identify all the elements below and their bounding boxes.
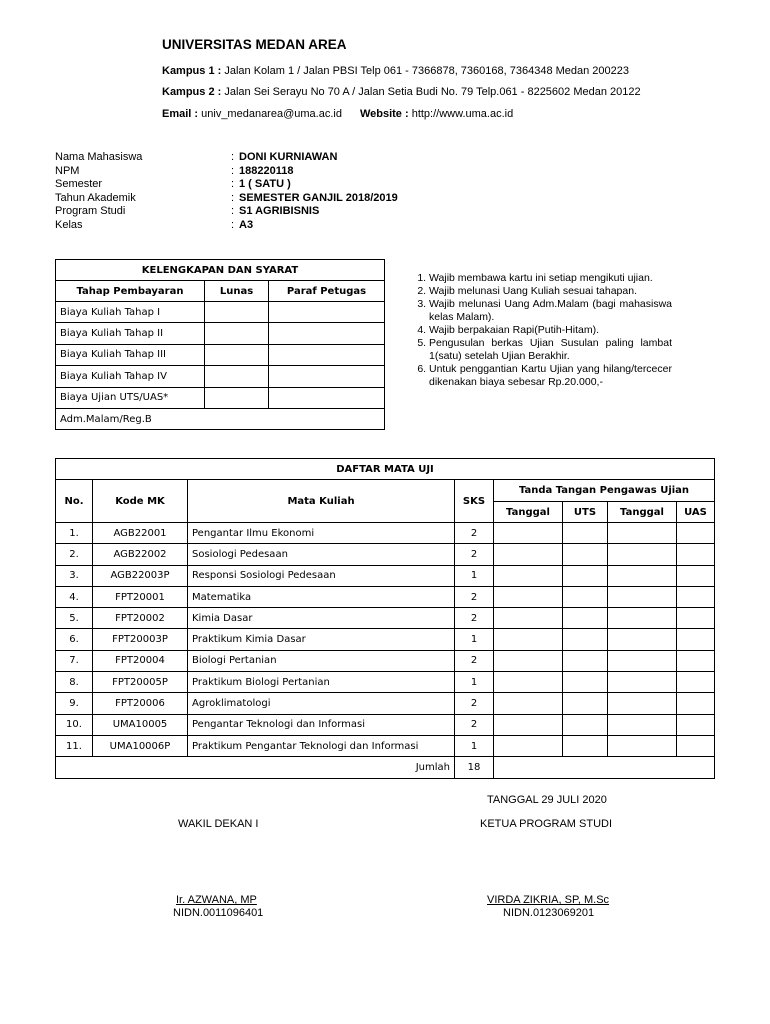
col-payment-stage: Tahap Pembayaran	[56, 281, 205, 302]
info-row-npm: NPM : 188220118	[55, 165, 398, 179]
col-uas: UAS	[677, 502, 715, 523]
uts-sign-cell	[563, 586, 608, 607]
course-code: AGB22002	[93, 544, 188, 565]
rule-item: 6. Untuk penggantian Kartu Ujian yang hilang/tercecer dikenakan biaya sebesar Rp.20.000,-	[429, 363, 672, 389]
date-uas-cell	[608, 629, 677, 650]
requirement-sign-cell	[269, 344, 385, 365]
course-code: AGB22001	[93, 523, 188, 544]
uas-sign-cell	[677, 672, 715, 693]
course-name: Praktikum Biologi Pertanian	[188, 672, 455, 693]
course-name: Matematika	[188, 586, 455, 607]
rule-item: 1. Wajib membawa kartu ini setiap mengikuti ujian.	[429, 272, 672, 285]
requirement-stage: Biaya Kuliah Tahap I	[56, 302, 205, 323]
requirement-stage: Biaya Kuliah Tahap III	[56, 344, 205, 365]
requirement-paid-cell	[205, 387, 269, 408]
exam-rules	[414, 272, 672, 389]
course-no: 8.	[56, 672, 93, 693]
course-code: FPT20002	[93, 608, 188, 629]
email-label: Email :	[162, 108, 199, 120]
date-uts-cell	[494, 629, 563, 650]
col-no: No.	[56, 480, 93, 523]
info-row-class: Kelas : A3	[55, 219, 398, 233]
date-uas-cell	[608, 565, 677, 586]
campus-1-line	[162, 65, 629, 77]
uas-sign-cell	[677, 586, 715, 607]
info-row-program: Program Studi : S1 AGRIBISNIS	[55, 205, 398, 219]
date-uas-cell	[608, 608, 677, 629]
course-row	[56, 650, 715, 671]
requirement-stage: Biaya Kuliah Tahap II	[56, 323, 205, 344]
student-class: A3	[239, 218, 254, 231]
course-name: Praktikum Kimia Dasar	[188, 629, 455, 650]
course-name: Kimia Dasar	[188, 608, 455, 629]
course-code: FPT20003P	[93, 629, 188, 650]
date-uts-cell	[494, 693, 563, 714]
uts-sign-cell	[563, 672, 608, 693]
rule-item: 5. Pengusulan berkas Ujian Susulan paling lambat 1(satu) setelah Ujian Berakhir.	[429, 337, 672, 363]
course-code: AGB22003P	[93, 565, 188, 586]
date-uts-cell	[494, 586, 563, 607]
date-uas-cell	[608, 586, 677, 607]
campus-2-address: Jalan Sei Serayu No 70 A / Jalan Setia Budi No. 79 Telp.061 - 8225602 Medan 20122	[221, 86, 641, 98]
course-table-title: DAFTAR MATA UJI	[56, 459, 715, 480]
campus-2-label: Kampus 2 :	[162, 86, 222, 98]
date-uas-cell	[608, 693, 677, 714]
uas-sign-cell	[677, 565, 715, 586]
uas-sign-cell	[677, 523, 715, 544]
left-signer-title: WAKIL DEKAN I	[178, 818, 259, 830]
course-no: 6.	[56, 629, 93, 650]
student-program: S1 AGRIBISNIS	[239, 205, 320, 217]
col-course-code: Kode MK	[93, 480, 188, 523]
date-uas-cell	[608, 714, 677, 735]
date-uas-cell	[608, 523, 677, 544]
col-officer-sign: Paraf Petugas	[269, 281, 385, 302]
left-signer-name: Ir. AZWANA, MP	[176, 894, 257, 906]
uas-sign-cell	[677, 693, 715, 714]
course-sks: 1	[455, 565, 494, 586]
sign-date: TANGGAL 29 JULI 2020	[487, 794, 607, 806]
col-supervisor-signature: Tanda Tangan Pengawas Ujian	[494, 480, 715, 502]
date-uas-cell	[608, 544, 677, 565]
col-paid: Lunas	[205, 281, 269, 302]
info-row-name: Nama Mahasiswa : DONI KURNIAWAN	[55, 151, 398, 165]
requirement-sign-cell	[269, 387, 385, 408]
course-row	[56, 565, 715, 586]
requirement-paid-cell	[205, 302, 269, 323]
requirement-row	[56, 302, 385, 323]
uas-sign-cell	[677, 650, 715, 671]
col-date-uas: Tanggal	[608, 502, 677, 523]
course-name: Biologi Pertanian	[188, 650, 455, 671]
col-date-uts: Tanggal	[494, 502, 563, 523]
course-row	[56, 544, 715, 565]
student-info	[55, 151, 398, 232]
uts-sign-cell	[563, 565, 608, 586]
requirements-table	[55, 259, 385, 430]
campus-1-address: Jalan Kolam 1 / Jalan PBSI Telp 061 - 7366878, 7360168, 7364348 Medan 200223	[221, 65, 630, 77]
requirement-sign-cell	[269, 323, 385, 344]
course-code: FPT20005P	[93, 672, 188, 693]
requirement-stage: Biaya Ujian UTS/UAS*	[56, 387, 205, 408]
student-year: SEMESTER GANJIL 2018/2019	[239, 191, 398, 204]
campus-1-label: Kampus 1 :	[162, 65, 222, 77]
university-title: UNIVERSITAS MEDAN AREA	[162, 37, 347, 52]
course-row	[56, 586, 715, 607]
uts-sign-cell	[563, 693, 608, 714]
course-row	[56, 523, 715, 544]
requirement-row	[56, 387, 385, 408]
student-semester: 1 ( SATU )	[239, 178, 291, 190]
date-uts-cell	[494, 650, 563, 671]
course-row	[56, 735, 715, 756]
course-sks: 2	[455, 586, 494, 607]
uts-sign-cell	[563, 650, 608, 671]
date-uts-cell	[494, 544, 563, 565]
rule-item: 3. Wajib melunasi Uang Adm.Malam (bagi mahasiswa kelas Malam).	[429, 298, 672, 324]
course-no: 11.	[56, 735, 93, 756]
total-label: Jumlah	[56, 757, 455, 778]
requirement-row	[56, 323, 385, 344]
date-uts-cell	[494, 672, 563, 693]
course-no: 2.	[56, 544, 93, 565]
date-uas-cell	[608, 735, 677, 756]
course-no: 3.	[56, 565, 93, 586]
campus-2-line	[162, 86, 641, 98]
course-name: Pengantar Teknologi dan Informasi	[188, 714, 455, 735]
course-no: 7.	[56, 650, 93, 671]
exam-course-table	[55, 458, 715, 779]
course-row	[56, 608, 715, 629]
uts-sign-cell	[563, 735, 608, 756]
date-uts-cell	[494, 608, 563, 629]
course-name: Pengantar Ilmu Ekonomi	[188, 523, 455, 544]
date-uts-cell	[494, 565, 563, 586]
course-code: UMA10006P	[93, 735, 188, 756]
requirement-paid-cell	[205, 366, 269, 387]
course-sks: 1	[455, 629, 494, 650]
website-value: http://www.uma.ac.id	[408, 108, 514, 120]
info-row-year: Tahun Akademik : SEMESTER GANJIL 2018/2019	[55, 191, 398, 204]
requirement-paid-cell	[205, 344, 269, 365]
rule-item: 4. Wajib berpakaian Rapi(Putih-Hitam).	[429, 324, 672, 337]
info-row-semester: Semester : 1 ( SATU )	[55, 178, 398, 192]
requirement-sign-cell	[269, 302, 385, 323]
right-signer-name: VIRDA ZIKRIA, SP, M.Sc	[487, 894, 610, 906]
rule-item: 2. Wajib melunasi Uang Kuliah sesuai tahapan.	[429, 285, 672, 298]
student-name: DONI KURNIAWAN	[239, 151, 338, 163]
course-name: Responsi Sosiologi Pedesaan	[188, 565, 455, 586]
col-uts: UTS	[563, 502, 608, 523]
email-value: univ_medanarea@uma.ac.id	[198, 108, 342, 120]
course-no: 4.	[56, 586, 93, 607]
uas-sign-cell	[677, 714, 715, 735]
course-no: 5.	[56, 608, 93, 629]
course-code: FPT20001	[93, 586, 188, 607]
uas-sign-cell	[677, 544, 715, 565]
total-value: 18	[455, 757, 494, 778]
right-signer-title: KETUA PROGRAM STUDI	[480, 818, 613, 830]
col-sks: SKS	[455, 480, 494, 523]
requirement-row	[56, 344, 385, 365]
date-uts-cell	[494, 523, 563, 544]
left-signer-nidn: NIDN.0011096401	[173, 907, 264, 919]
uas-sign-cell	[677, 735, 715, 756]
course-sks: 2	[455, 608, 494, 629]
course-sks: 2	[455, 714, 494, 735]
course-row	[56, 714, 715, 735]
date-uas-cell	[608, 650, 677, 671]
course-sks: 2	[455, 544, 494, 565]
student-npm: 188220118	[239, 164, 294, 177]
uts-sign-cell	[563, 714, 608, 735]
course-sks: 2	[455, 650, 494, 671]
requirements-title: KELENGKAPAN DAN SYARAT	[56, 260, 385, 281]
course-sks: 1	[455, 672, 494, 693]
course-row	[56, 672, 715, 693]
course-row	[56, 693, 715, 714]
course-row	[56, 629, 715, 650]
requirement-stage: Adm.Malam/Reg.B	[56, 408, 205, 429]
course-name: Praktikum Pengantar Teknologi dan Informasi	[188, 735, 455, 756]
uts-sign-cell	[563, 629, 608, 650]
course-name: Sosiologi Pedesaan	[188, 544, 455, 565]
right-signer-nidn: NIDN.0123069201	[503, 907, 595, 919]
uts-sign-cell	[563, 544, 608, 565]
total-row	[56, 757, 715, 778]
course-code: FPT20006	[93, 693, 188, 714]
course-code: FPT20004	[93, 650, 188, 671]
course-sks: 2	[455, 693, 494, 714]
course-no: 1.	[56, 523, 93, 544]
website-label: Website :	[359, 108, 409, 120]
course-code: UMA10005	[93, 714, 188, 735]
course-no: 9.	[56, 693, 93, 714]
contact-line	[162, 108, 513, 120]
course-sks: 1	[455, 735, 494, 756]
course-name: Agroklimatologi	[188, 693, 455, 714]
requirement-stage: Biaya Kuliah Tahap IV	[56, 366, 205, 387]
uts-sign-cell	[563, 523, 608, 544]
uas-sign-cell	[677, 608, 715, 629]
date-uts-cell	[494, 735, 563, 756]
date-uts-cell	[494, 714, 563, 735]
requirement-row	[56, 408, 385, 429]
uts-sign-cell	[563, 608, 608, 629]
col-course-name: Mata Kuliah	[188, 480, 455, 523]
date-uas-cell	[608, 672, 677, 693]
course-no: 10.	[56, 714, 93, 735]
course-sks: 2	[455, 523, 494, 544]
requirement-sign-cell	[269, 366, 385, 387]
requirement-row	[56, 366, 385, 387]
requirement-paid-cell	[205, 323, 269, 344]
uas-sign-cell	[677, 629, 715, 650]
